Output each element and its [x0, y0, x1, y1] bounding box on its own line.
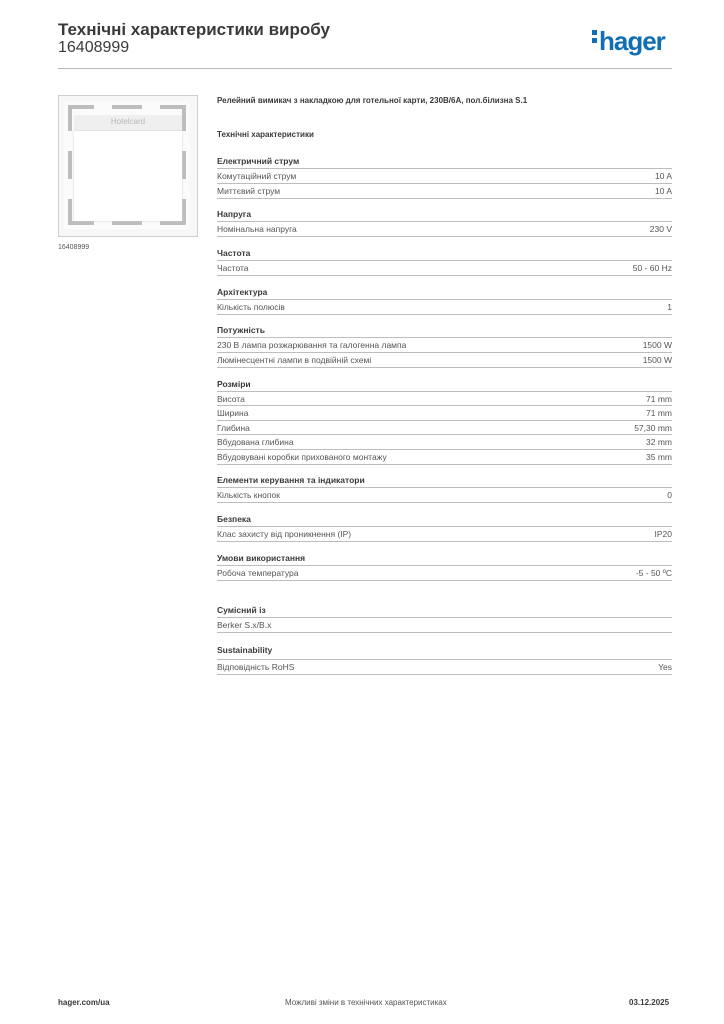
spec-row — [217, 168, 672, 183]
product-name: Релейний вимикач з накладкою для готельної карти, 230В/6А, пол.білизна S.1 — [217, 96, 528, 105]
spec-row — [217, 183, 672, 199]
spec-row — [217, 420, 672, 435]
hotel-card — [74, 131, 182, 221]
spec-row — [217, 617, 672, 633]
spec-value: 57,30 mm — [634, 423, 672, 433]
switch-plate — [64, 101, 190, 229]
spec-value: IP20 — [654, 529, 672, 539]
section-title: Архітектура — [217, 287, 268, 297]
spec-row — [217, 391, 672, 406]
footer-note: Можливі зміни в технічних характеристиках — [285, 998, 447, 1007]
section-title: Сумісний із — [217, 605, 266, 615]
spec-label: Комутаційний струм — [217, 171, 297, 181]
spec-value: 1500 W — [642, 355, 672, 365]
spec-label: Висота — [217, 394, 245, 404]
section-title: Електричний струм — [217, 156, 300, 166]
spec-value: 0 — [667, 490, 672, 500]
spec-label: Кількість кнопок — [217, 490, 280, 500]
spec-label: 230 В лампа розжарювання та галогенна лампа — [217, 340, 407, 350]
spec-label: Вбудовувані коробки прихованого монтажу — [217, 452, 387, 462]
spec-label: Люмінесцентні лампи в подвійній схемі — [217, 355, 372, 365]
spec-label: Глибина — [217, 423, 250, 433]
spec-value: 32 mm — [646, 437, 672, 447]
spec-label: Клас захисту від проникнення (IP) — [217, 529, 352, 539]
spec-label: Робоча температура — [217, 568, 299, 578]
spec-row — [217, 565, 672, 581]
card-slot — [74, 115, 182, 131]
spec-row — [217, 221, 672, 237]
section-title: Розміри — [217, 379, 251, 389]
image-caption: 16408999 — [58, 244, 90, 251]
spec-value: 35 mm — [646, 452, 672, 462]
section-title: Потужність — [217, 325, 265, 335]
section-title: Напруга — [217, 209, 252, 219]
logo-dots-icon — [592, 30, 597, 46]
spec-label: Кількість полюсів — [217, 302, 285, 312]
section-title: Sustainability — [217, 645, 273, 655]
spec-value: 71 mm — [646, 408, 672, 418]
spec-row — [217, 449, 672, 465]
logo-text: hager — [599, 26, 665, 56]
hager-logo — [592, 26, 665, 57]
spec-value: 1500 W — [642, 340, 672, 350]
spec-row — [217, 405, 672, 420]
spec-label: Миттєвий струм — [217, 186, 281, 196]
spec-label: Вбудована глибина — [217, 437, 294, 447]
spec-row — [217, 659, 672, 675]
spec-value: -5 - 50 ºC — [635, 568, 672, 578]
spec-value: 10 A — [654, 186, 672, 196]
spec-label: Частота — [217, 263, 249, 273]
header-divider — [58, 68, 672, 69]
spec-label: Ширина — [217, 408, 249, 418]
product-code: 16408999 — [58, 39, 130, 56]
specs-heading: Технічні характеристики — [217, 130, 314, 139]
product-image — [58, 95, 198, 237]
spec-value: 50 - 60 Hz — [632, 263, 672, 273]
spec-value: 71 mm — [646, 394, 672, 404]
section-title: Умови використання — [217, 553, 306, 563]
spec-value: Yes — [658, 662, 672, 672]
spec-label: Відповідність RoHS — [217, 662, 295, 672]
section-title: Частота — [217, 248, 251, 258]
page-title: Технічні характеристики виробу — [58, 20, 330, 39]
spec-row — [217, 337, 672, 352]
spec-row — [217, 487, 672, 503]
spec-row — [217, 434, 672, 449]
spec-value: 230 V — [649, 224, 672, 234]
footer-website-link[interactable]: hager.com/ua — [58, 998, 110, 1007]
spec-row — [217, 526, 672, 542]
spec-row — [217, 260, 672, 276]
section-title: Елементи керування та індикатори — [217, 475, 365, 485]
spec-value: 1 — [667, 302, 672, 312]
spec-row — [217, 352, 672, 368]
section-title: Безпека — [217, 514, 251, 524]
spec-label: Berker S.x/B.x — [217, 620, 272, 630]
footer-date: 03.12.2025 — [629, 998, 670, 1007]
card-slot-label: Hotelcard — [110, 117, 146, 126]
spec-label: Номінальна напруга — [217, 224, 297, 234]
spec-value: 10 A — [654, 171, 672, 181]
spec-row — [217, 299, 672, 315]
